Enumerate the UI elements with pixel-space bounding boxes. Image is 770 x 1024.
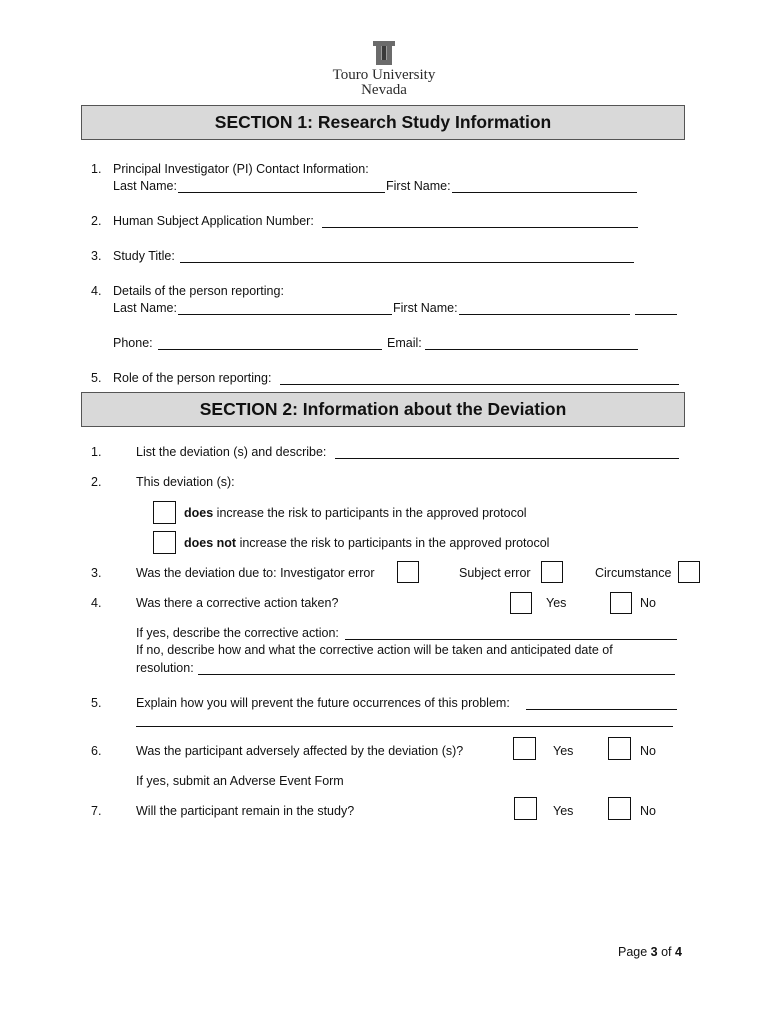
remain-in-study-no-label: No bbox=[640, 804, 656, 818]
reporter-last-name-field[interactable] bbox=[178, 314, 392, 315]
reporter-first-name-field[interactable] bbox=[459, 314, 630, 315]
s2-item2-label: This deviation (s): bbox=[136, 475, 235, 489]
s1-item3-label: Study Title: bbox=[113, 249, 175, 263]
reporter-role-field[interactable] bbox=[280, 384, 679, 385]
prevention-field-line2[interactable] bbox=[136, 726, 673, 727]
corrective-action-no-label: No bbox=[640, 596, 656, 610]
application-number-field[interactable] bbox=[322, 227, 638, 228]
s2-item5-label: Explain how you will prevent the future occurrences of this problem: bbox=[136, 696, 510, 710]
s2-item1-label: List the deviation (s) and describe: bbox=[136, 445, 327, 459]
s1-item3-number: 3. bbox=[91, 249, 102, 263]
corrective-action-if-no-label: If no, describe how and what the corrective action will be taken and anticipated date of bbox=[136, 643, 613, 657]
pi-first-name-field[interactable] bbox=[452, 192, 637, 193]
adversely-affected-no-checkbox[interactable] bbox=[608, 737, 631, 760]
s2-item6-label: Was the participant adversely affected by the deviation (s)? bbox=[136, 744, 464, 758]
s1-pi-first-name-label: First Name: bbox=[386, 179, 451, 193]
adverse-event-note: If yes, submit an Adverse Event Form bbox=[136, 774, 344, 788]
s2-item2-number: 2. bbox=[91, 475, 102, 489]
logo-text bbox=[320, 68, 448, 98]
reporter-first-name-extra-field[interactable] bbox=[635, 314, 677, 315]
increases-risk-checkbox[interactable] bbox=[153, 501, 176, 524]
logo-name-line1: Touro University bbox=[332, 67, 436, 83]
section2-header: SECTION 2: Information about the Deviation bbox=[81, 392, 685, 427]
s2-item7-number: 7. bbox=[91, 804, 102, 818]
not-increases-risk-bold: does not bbox=[184, 536, 237, 550]
pi-last-name-field[interactable] bbox=[178, 192, 385, 193]
s1-item2-number: 2. bbox=[91, 214, 102, 228]
increases-risk-bold: does bbox=[184, 506, 214, 520]
increases-risk-rest: increase the risk to participants in the approved protocol bbox=[213, 506, 527, 520]
remain-in-study-yes-checkbox[interactable] bbox=[514, 797, 537, 820]
page-number bbox=[618, 945, 682, 959]
page-prefix: Page bbox=[618, 945, 651, 959]
resolution-label: resolution: bbox=[136, 661, 194, 675]
s2-item3-number: 3. bbox=[91, 566, 102, 580]
s2-item4-label: Was there a corrective action taken? bbox=[136, 596, 339, 610]
subject-error-label: Subject error bbox=[459, 566, 531, 580]
deviation-description-field[interactable] bbox=[335, 458, 679, 459]
not-increases-risk-rest: increase the risk to participants in the approved protocol bbox=[236, 536, 550, 550]
study-title-field[interactable] bbox=[180, 262, 634, 263]
corrective-action-if-yes-label: If yes, describe the corrective action: bbox=[136, 626, 339, 640]
adversely-affected-yes-checkbox[interactable] bbox=[513, 737, 536, 760]
s2-item5-number: 5. bbox=[91, 696, 102, 710]
s2-item4-number: 4. bbox=[91, 596, 102, 610]
section1-header: SECTION 1: Research Study Information bbox=[81, 105, 685, 140]
adversely-affected-no-label: No bbox=[640, 744, 656, 758]
s2-item6-number: 6. bbox=[91, 744, 102, 758]
s1-item1-label: Principal Investigator (PI) Contact Information: bbox=[113, 162, 369, 176]
corrective-action-yes-label: Yes bbox=[546, 596, 567, 610]
not-increases-risk-label bbox=[184, 536, 549, 550]
s2-item7-label: Will the participant remain in the study? bbox=[136, 804, 355, 818]
investigator-error-checkbox[interactable] bbox=[397, 561, 419, 583]
subject-error-checkbox[interactable] bbox=[541, 561, 563, 583]
resolution-field[interactable] bbox=[198, 674, 675, 675]
s2-item3-label: Was the deviation due to: Investigator error bbox=[136, 566, 375, 580]
reporter-first-name-label: First Name: bbox=[393, 301, 458, 315]
increases-risk-label bbox=[184, 506, 527, 520]
reporter-phone-field[interactable] bbox=[158, 349, 382, 350]
s2-item1-number: 1. bbox=[91, 445, 102, 459]
reporter-email-label: Email: bbox=[387, 336, 422, 350]
reporter-email-field[interactable] bbox=[425, 349, 638, 350]
s1-item5-label: Role of the person reporting: bbox=[113, 371, 272, 385]
s1-item4-label: Details of the person reporting: bbox=[113, 284, 284, 298]
s1-item2-label: Human Subject Application Number: bbox=[113, 214, 314, 228]
page-of: of bbox=[657, 945, 675, 959]
touro-logo-mark-icon bbox=[373, 41, 395, 67]
reporter-last-name-label: Last Name: bbox=[113, 301, 177, 315]
s1-pi-last-name-label: Last Name: bbox=[113, 179, 177, 193]
page-total: 4 bbox=[675, 945, 682, 959]
corrective-action-description-field[interactable] bbox=[345, 639, 677, 640]
circumstance-label: Circumstance bbox=[595, 566, 672, 580]
logo-name-line2: Nevada bbox=[361, 82, 407, 98]
page-current: 3 bbox=[650, 945, 658, 959]
remain-in-study-yes-label: Yes bbox=[553, 804, 574, 818]
circumstance-checkbox[interactable] bbox=[678, 561, 700, 583]
corrective-action-yes-checkbox[interactable] bbox=[510, 592, 532, 614]
s1-item5-number: 5. bbox=[91, 371, 102, 385]
reporter-phone-label: Phone: bbox=[113, 336, 153, 350]
not-increases-risk-checkbox[interactable] bbox=[153, 531, 176, 554]
s1-item1-number: 1. bbox=[91, 162, 102, 176]
s1-item4-number: 4. bbox=[91, 284, 102, 298]
remain-in-study-no-checkbox[interactable] bbox=[608, 797, 631, 820]
prevention-field-line1[interactable] bbox=[526, 709, 677, 710]
adversely-affected-yes-label: Yes bbox=[553, 744, 574, 758]
corrective-action-no-checkbox[interactable] bbox=[610, 592, 632, 614]
